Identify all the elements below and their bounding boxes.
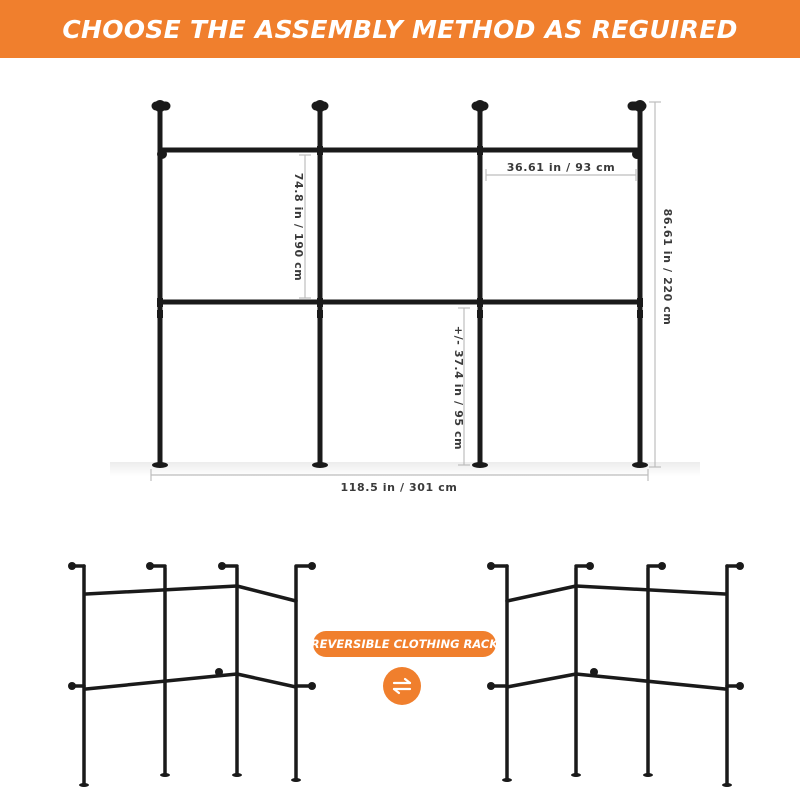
floor-shadow [110,462,700,476]
perspective-rack-left [68,562,316,787]
header-banner [0,0,800,58]
dim-upper-height: 74.8 in / 190 cm [292,172,305,282]
front-view-rack [156,106,642,465]
dim-lower-height: +/- 37.4 in / 95 cm [452,325,465,451]
perspective-rack-right [487,562,744,787]
dim-total-width: 118.5 in / 301 cm [340,481,458,494]
dim-total-height: 86.61 in / 220 cm [661,208,674,326]
reversible-badge-label: REVERSIBLE CLOTHING RACK [310,637,499,651]
dim-shelf-width: 36.61 in / 93 cm [506,161,616,174]
banner-title: CHOOSE THE ASSEMBLY METHOD AS REGUIRED [62,14,738,44]
dimension-lines [151,102,661,481]
reversible-badge [310,631,499,657]
swap-arrows-icon [383,667,421,705]
front-view-fittings [152,100,648,468]
